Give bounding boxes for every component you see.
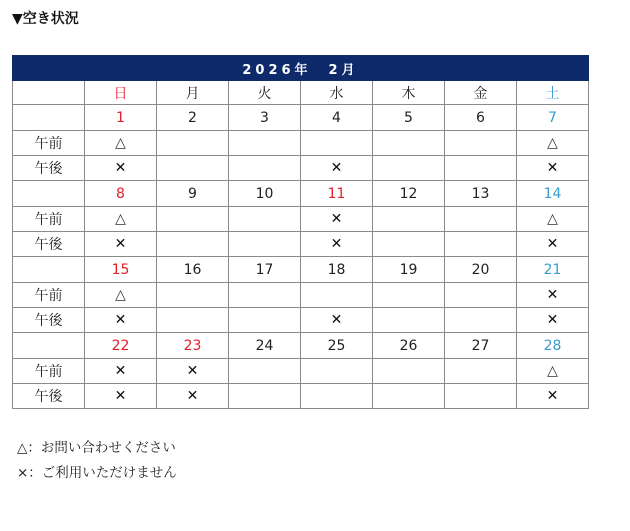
weekday-header: 火 bbox=[229, 81, 301, 105]
availability-cell bbox=[229, 232, 301, 257]
availability-cell bbox=[445, 359, 517, 384]
availability-calendar bbox=[12, 55, 589, 409]
month-header-row bbox=[13, 56, 589, 81]
date-cell: 10 bbox=[229, 181, 301, 207]
date-cell: 28 bbox=[517, 333, 589, 359]
availability-cell bbox=[373, 384, 445, 409]
weekday-corner-cell bbox=[13, 81, 85, 105]
slot-row-pm bbox=[13, 232, 589, 257]
date-cell: 3 bbox=[229, 105, 301, 131]
date-cell: 27 bbox=[445, 333, 517, 359]
availability-cell: ✕ bbox=[157, 359, 229, 384]
availability-cell: △ bbox=[85, 131, 157, 156]
availability-cell bbox=[445, 207, 517, 232]
availability-cell: ✕ bbox=[301, 156, 373, 181]
date-row bbox=[13, 333, 589, 359]
slot-label-am: 午前 bbox=[13, 131, 85, 156]
availability-cell: ✕ bbox=[517, 232, 589, 257]
availability-cell bbox=[445, 131, 517, 156]
availability-cell: ✕ bbox=[85, 232, 157, 257]
slot-label-am: 午前 bbox=[13, 283, 85, 308]
slot-label-am: 午前 bbox=[13, 359, 85, 384]
slot-row-pm bbox=[13, 384, 589, 409]
date-cell: 16 bbox=[157, 257, 229, 283]
date-cell: 1 bbox=[85, 105, 157, 131]
date-cell: 26 bbox=[373, 333, 445, 359]
availability-cell bbox=[373, 131, 445, 156]
availability-cell bbox=[445, 232, 517, 257]
availability-cell bbox=[301, 384, 373, 409]
availability-cell bbox=[301, 131, 373, 156]
availability-cell: ✕ bbox=[85, 308, 157, 333]
date-cell: 18 bbox=[301, 257, 373, 283]
availability-cell: ✕ bbox=[85, 359, 157, 384]
date-cell: 14 bbox=[517, 181, 589, 207]
date-row-label-cell bbox=[13, 333, 85, 359]
availability-cell bbox=[157, 283, 229, 308]
availability-cell bbox=[157, 207, 229, 232]
date-row bbox=[13, 105, 589, 131]
date-cell: 25 bbox=[301, 333, 373, 359]
availability-cell bbox=[157, 308, 229, 333]
availability-cell bbox=[229, 207, 301, 232]
date-cell: 17 bbox=[229, 257, 301, 283]
date-cell: 11 bbox=[301, 181, 373, 207]
availability-cell bbox=[229, 156, 301, 181]
weekday-header-row bbox=[13, 81, 589, 105]
availability-cell: ✕ bbox=[85, 384, 157, 409]
availability-cell: ✕ bbox=[157, 384, 229, 409]
slot-row-am bbox=[13, 283, 589, 308]
weekday-header: 水 bbox=[301, 81, 373, 105]
date-cell: 15 bbox=[85, 257, 157, 283]
date-cell: 19 bbox=[373, 257, 445, 283]
date-cell: 13 bbox=[445, 181, 517, 207]
date-cell: 24 bbox=[229, 333, 301, 359]
availability-cell bbox=[373, 308, 445, 333]
date-row bbox=[13, 181, 589, 207]
availability-cell: △ bbox=[85, 283, 157, 308]
date-cell: 20 bbox=[445, 257, 517, 283]
slot-label-am: 午前 bbox=[13, 207, 85, 232]
date-row-label-cell bbox=[13, 181, 85, 207]
date-cell: 5 bbox=[373, 105, 445, 131]
availability-cell bbox=[445, 308, 517, 333]
availability-cell: ✕ bbox=[85, 156, 157, 181]
date-cell: 21 bbox=[517, 257, 589, 283]
availability-cell bbox=[157, 232, 229, 257]
date-cell: 7 bbox=[517, 105, 589, 131]
slot-row-am bbox=[13, 131, 589, 156]
availability-cell bbox=[229, 283, 301, 308]
month-header: 2026年 2月 bbox=[13, 56, 589, 81]
availability-cell: △ bbox=[517, 207, 589, 232]
date-cell: 8 bbox=[85, 181, 157, 207]
availability-cell bbox=[229, 131, 301, 156]
availability-cell bbox=[373, 207, 445, 232]
availability-cell: ✕ bbox=[301, 308, 373, 333]
availability-cell bbox=[229, 308, 301, 333]
section-title: ▼空き状況 bbox=[12, 11, 79, 27]
availability-cell bbox=[301, 359, 373, 384]
slot-row-am bbox=[13, 359, 589, 384]
availability-cell bbox=[445, 156, 517, 181]
date-row-label-cell bbox=[13, 105, 85, 131]
availability-cell bbox=[445, 384, 517, 409]
availability-cell bbox=[157, 156, 229, 181]
slot-row-pm bbox=[13, 156, 589, 181]
availability-cell: △ bbox=[517, 131, 589, 156]
availability-cell: ✕ bbox=[301, 207, 373, 232]
legend-cross: ×：ご利用いただけません bbox=[17, 465, 177, 481]
availability-cell bbox=[373, 359, 445, 384]
availability-cell bbox=[445, 283, 517, 308]
slot-label-pm: 午後 bbox=[13, 232, 85, 257]
availability-cell bbox=[373, 232, 445, 257]
weekday-header: 日 bbox=[85, 81, 157, 105]
date-row-label-cell bbox=[13, 257, 85, 283]
availability-cell: ✕ bbox=[517, 308, 589, 333]
weekday-header: 土 bbox=[517, 81, 589, 105]
weekday-header: 金 bbox=[445, 81, 517, 105]
availability-cell: △ bbox=[85, 207, 157, 232]
availability-cell: ✕ bbox=[301, 232, 373, 257]
date-cell: 4 bbox=[301, 105, 373, 131]
availability-cell bbox=[301, 283, 373, 308]
availability-cell bbox=[157, 131, 229, 156]
weekday-header: 木 bbox=[373, 81, 445, 105]
date-cell: 23 bbox=[157, 333, 229, 359]
slot-label-pm: 午後 bbox=[13, 156, 85, 181]
weekday-header: 月 bbox=[157, 81, 229, 105]
slot-row-am bbox=[13, 207, 589, 232]
date-row bbox=[13, 257, 589, 283]
availability-cell bbox=[229, 384, 301, 409]
slot-row-pm bbox=[13, 308, 589, 333]
slot-label-pm: 午後 bbox=[13, 384, 85, 409]
legend-triangle: △：お問い合わせください bbox=[17, 440, 176, 456]
slot-label-pm: 午後 bbox=[13, 308, 85, 333]
availability-cell: ✕ bbox=[517, 384, 589, 409]
availability-cell: ✕ bbox=[517, 283, 589, 308]
availability-cell: △ bbox=[517, 359, 589, 384]
date-cell: 9 bbox=[157, 181, 229, 207]
availability-cell bbox=[373, 283, 445, 308]
availability-cell bbox=[229, 359, 301, 384]
date-cell: 2 bbox=[157, 105, 229, 131]
availability-cell bbox=[373, 156, 445, 181]
availability-cell: ✕ bbox=[517, 156, 589, 181]
date-cell: 12 bbox=[373, 181, 445, 207]
date-cell: 22 bbox=[85, 333, 157, 359]
date-cell: 6 bbox=[445, 105, 517, 131]
